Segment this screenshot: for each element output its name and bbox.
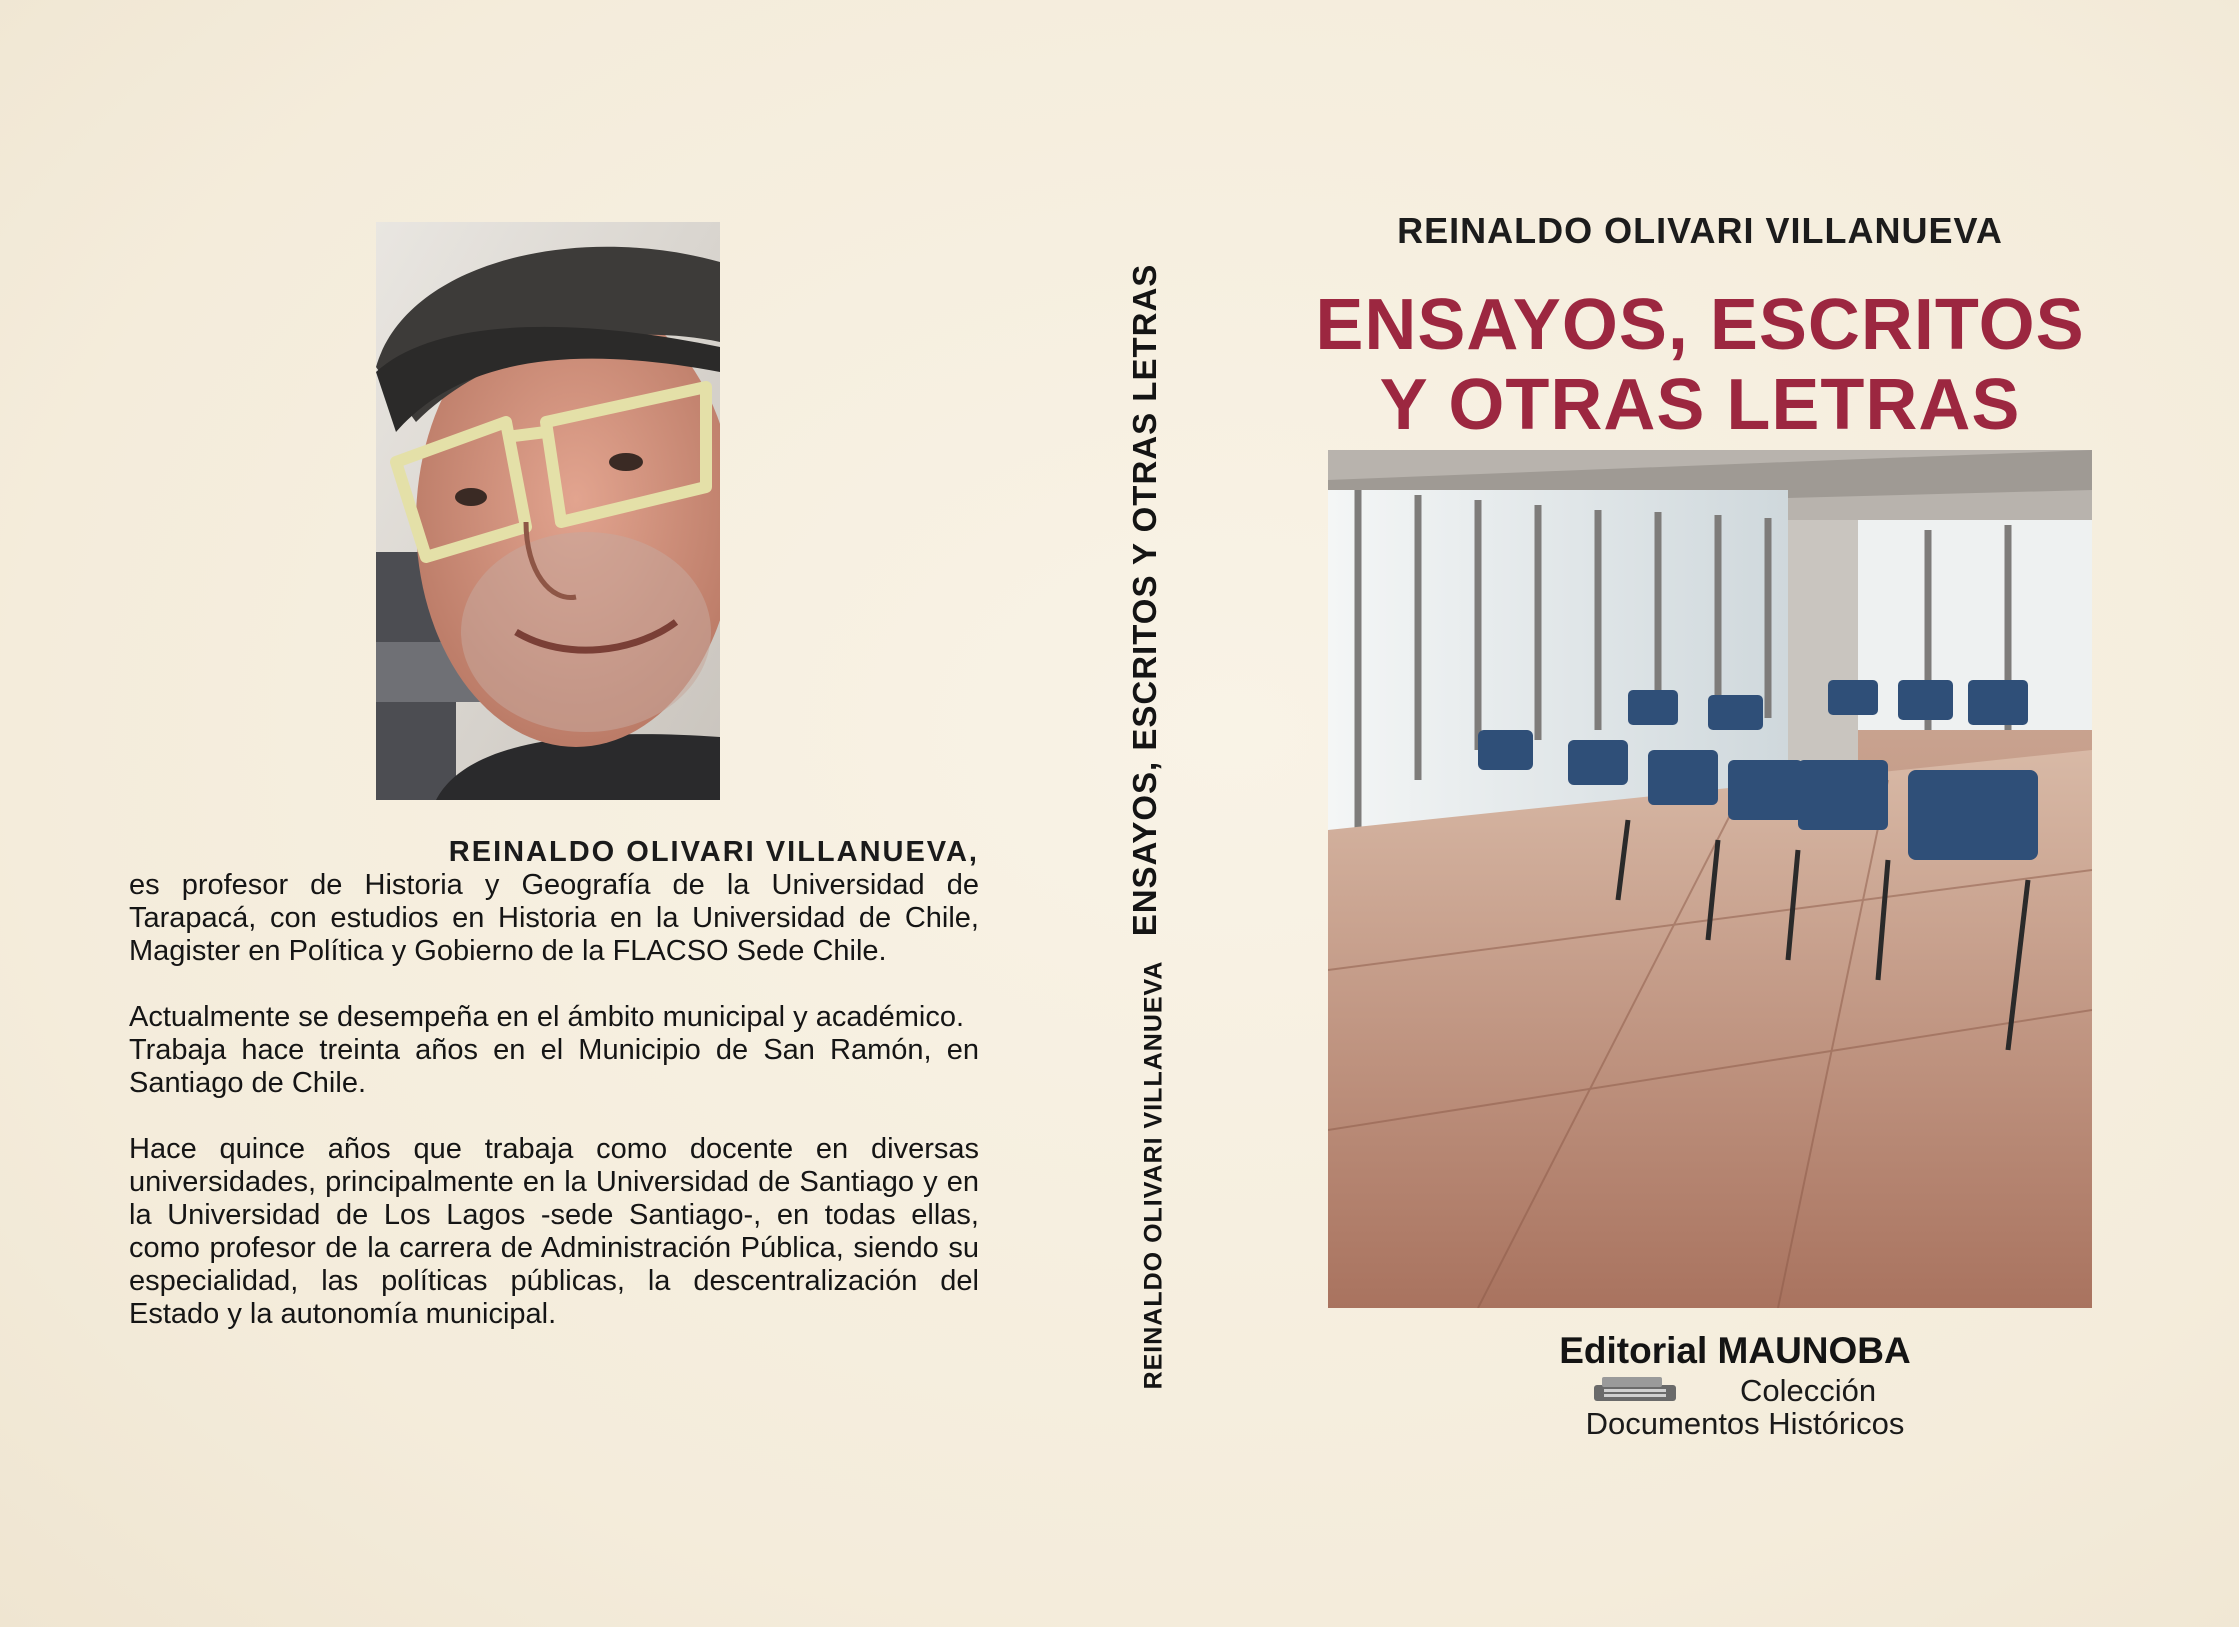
spine-title: ENSAYOS, ESCRITOS Y OTRAS LETRAS (1126, 263, 1163, 937)
author-bio (129, 836, 979, 1331)
front-author: REINALDO OLIVARI VILLANUEVA (1397, 210, 2003, 251)
front-title-line-2: Y OTRAS LETRAS (1379, 365, 2021, 445)
bio-paragraph-teaching: Hace quince años que trabaja como docente en diversas universidades, principalmente en la Universidad de Santiago y en la Universidad de Los Lagos -sede Santiago-, en todas ellas, como profesor de la carrera de Administración Pública, siendo su especialidad, las políticas públicas, la descentralización del Estado y la autonomía municipal. (129, 1133, 979, 1330)
front-title (1280, 285, 2120, 445)
collection-name: Documentos Históricos (1585, 1406, 1905, 1441)
spine-author: REINALDO OLIVARI VILLANUEVA (1139, 960, 1168, 1390)
bio-paragraph-current-role: Actualmente se desempeña en el ámbito municipal y académico. (129, 1001, 965, 1033)
front-title-line-1: ENSAYOS, ESCRITOS (1315, 285, 2085, 365)
author-photo (376, 222, 720, 800)
collection-row (1590, 1373, 2010, 1409)
typewriter-logo-icon (1590, 1375, 1680, 1405)
classroom-photo (1328, 450, 2092, 1308)
bio-paragraph-municipality: Trabaja hace treinta años en el Municipio de San Ramón, en Santiago de Chile. (129, 1034, 979, 1099)
bio-author-name: REINALDO OLIVARI VILLANUEVA, (448, 836, 979, 868)
collection-label: Colección (1740, 1373, 1877, 1408)
bio-paragraph-education: es profesor de Historia y Geografía de la Universidad de Tarapacá, con estudios en Historia en la Universidad de Chile, Magister en Política y Gobierno de la FLACSO Sede Chile. (129, 869, 979, 967)
publisher-name: Editorial MAUNOBA (1559, 1330, 1911, 1371)
